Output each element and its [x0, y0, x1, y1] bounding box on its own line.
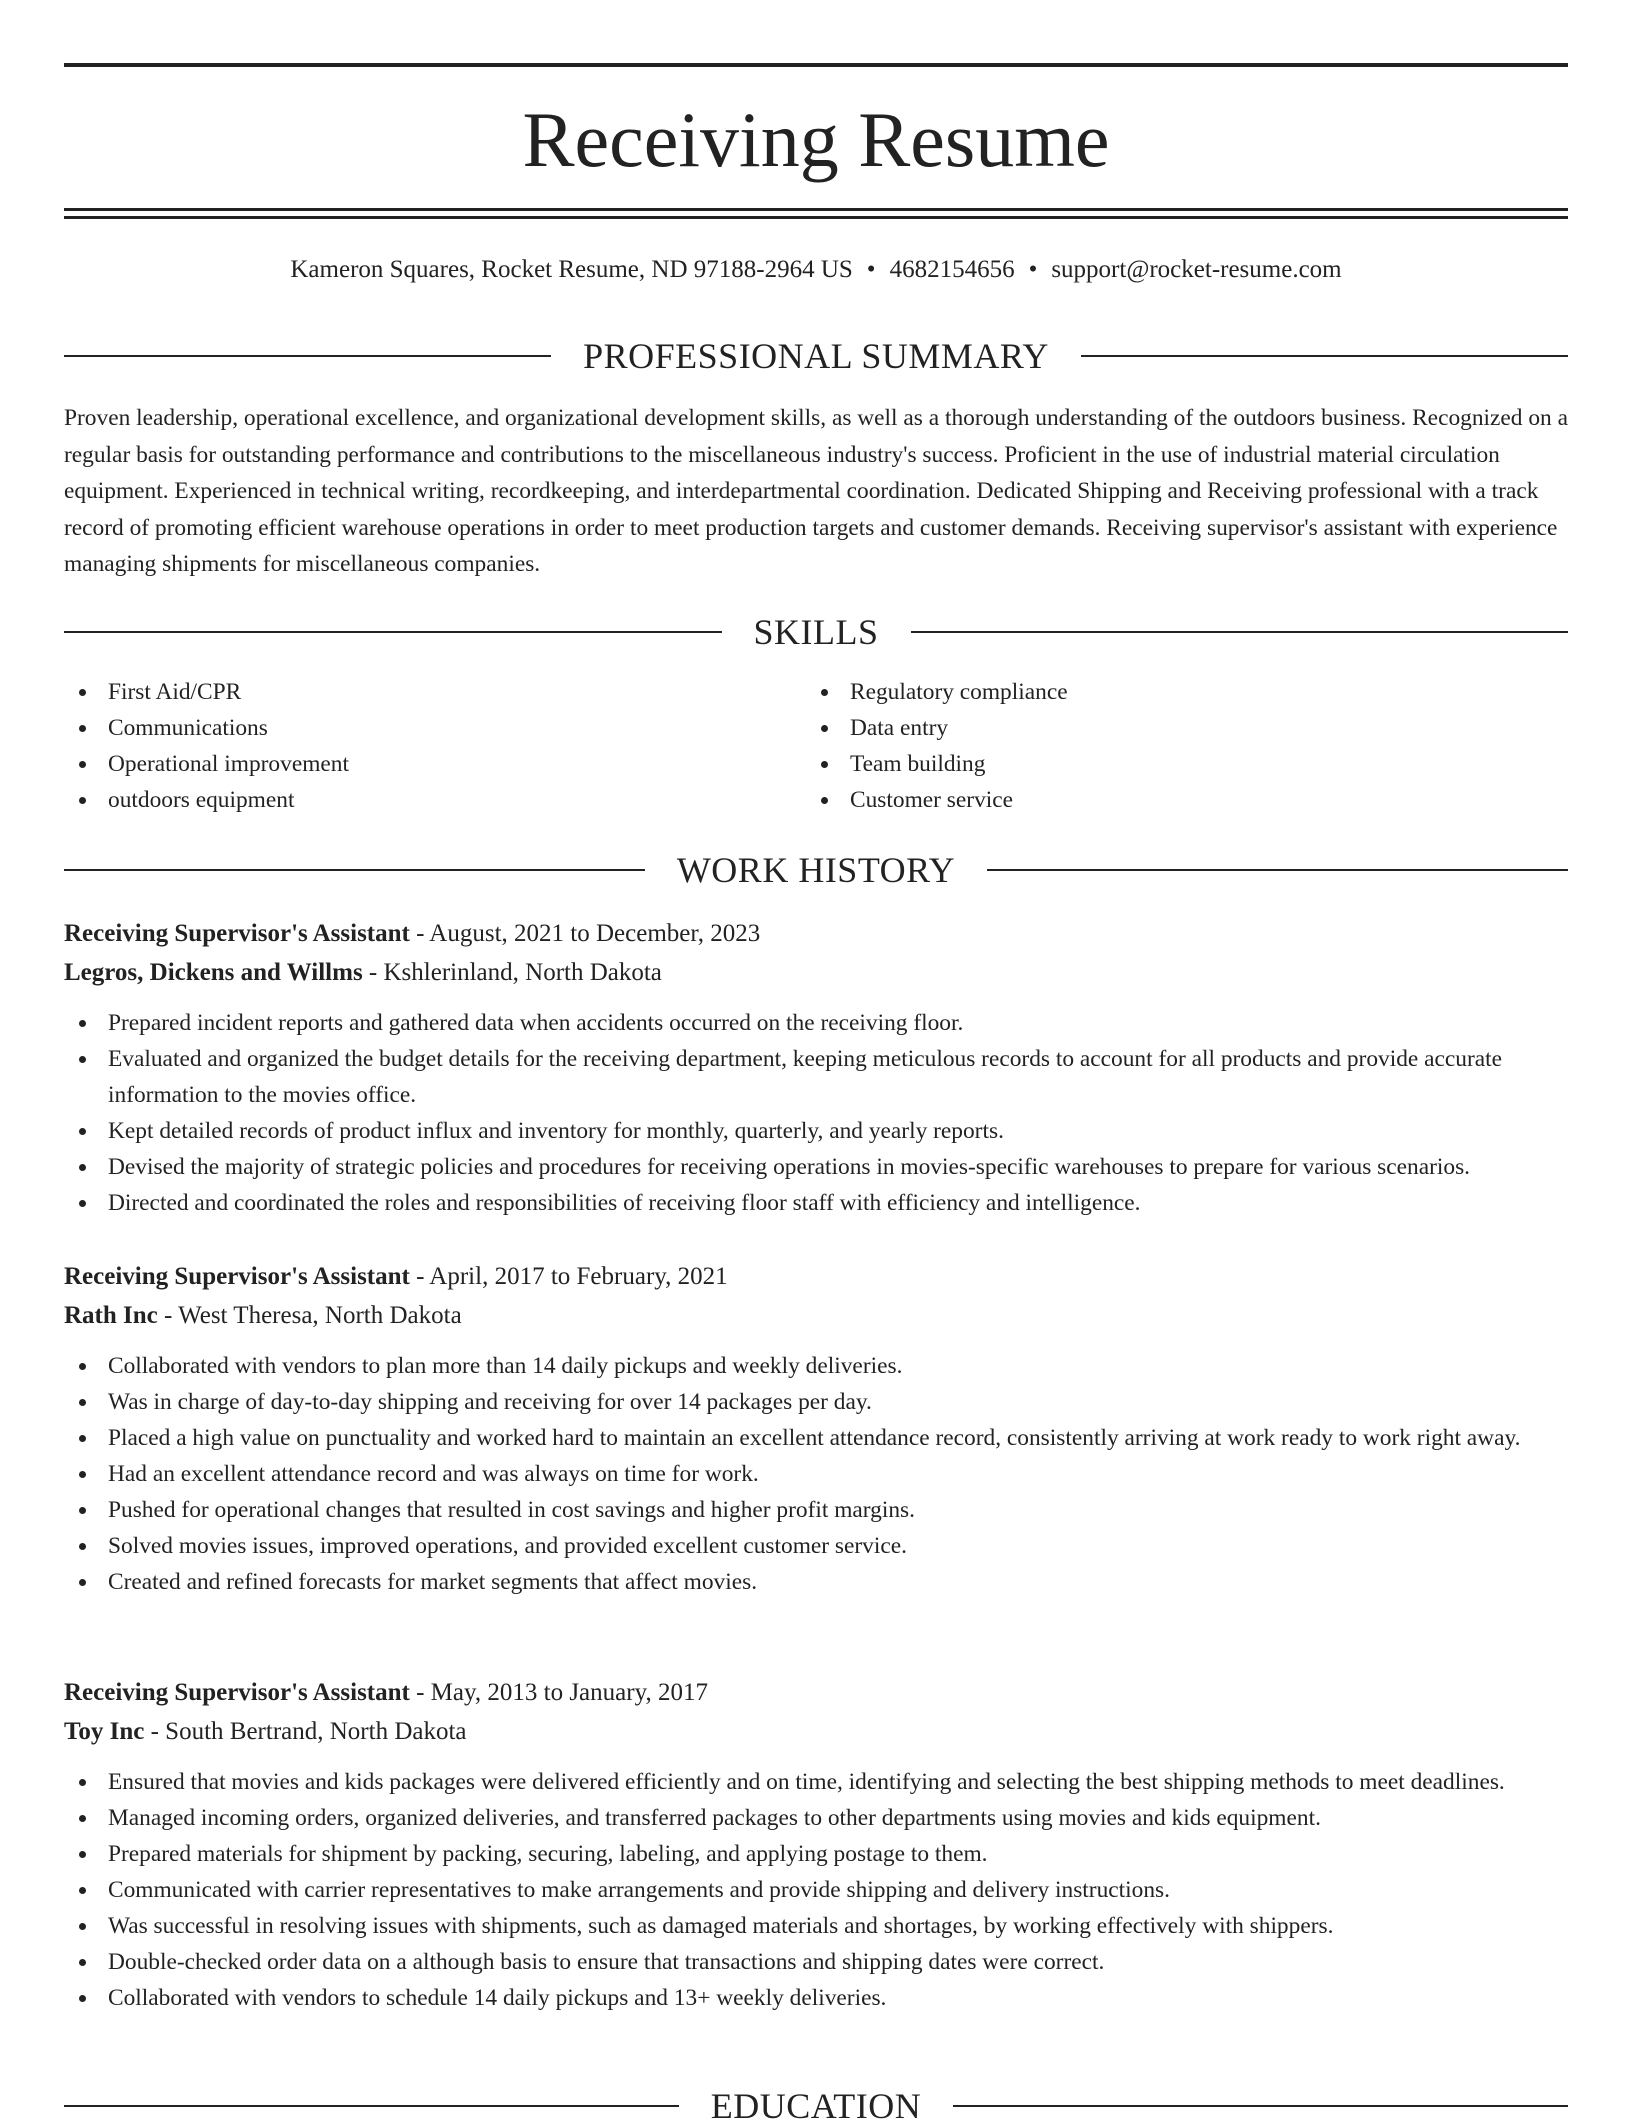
- section-rule-left: [64, 2105, 679, 2107]
- section-rule-right: [953, 2105, 1568, 2107]
- contact-email: support@rocket-resume.com: [1051, 256, 1342, 283]
- job-duty: Prepared incident reports and gathered data when accidents occurred on the receiving floor.: [64, 1005, 1568, 1041]
- job-duty: Was successful in resolving issues with shipments, such as damaged materials and shortages, by working effectively with shippers.: [64, 1908, 1568, 1944]
- job-title-line: [64, 1673, 1568, 1712]
- job-location: - Kshlerinland, North Dakota: [362, 959, 662, 986]
- job-company-line: [64, 1712, 1568, 1751]
- section-rule-right: [1081, 355, 1568, 357]
- section-heading-skills: [64, 610, 1568, 654]
- contact-separator: •: [866, 256, 876, 283]
- section-title: PROFESSIONAL SUMMARY: [583, 336, 1049, 376]
- job-duties: [64, 1005, 1568, 1221]
- job-dates: - April, 2017 to February, 2021: [409, 1263, 728, 1290]
- section-title: EDUCATION: [710, 2086, 922, 2126]
- job-duties: [64, 1348, 1568, 1600]
- job-title: Receiving Supervisor's Assistant: [64, 1679, 410, 1706]
- job-duty: Devised the majority of strategic policies and procedures for receiving operations in movies-specific warehouses to prepare for various scenarios.: [64, 1149, 1568, 1185]
- contact-phone: 4682154656: [889, 256, 1015, 283]
- job-duties: [64, 1764, 1568, 2016]
- section-rule-right: [987, 869, 1568, 871]
- job-company-line: [64, 1296, 1568, 1335]
- section-heading-education: [64, 2084, 1568, 2128]
- skills-list: [64, 674, 1568, 818]
- section-rule-left: [64, 631, 722, 633]
- job-company: Legros, Dickens and Willms: [64, 959, 363, 986]
- job-dates: - May, 2013 to January, 2017: [409, 1679, 708, 1706]
- job-duty: Had an excellent attendance record and was always on time for work.: [64, 1456, 1568, 1492]
- section-rule-right: [911, 631, 1569, 633]
- skill-item: Team building: [806, 746, 1548, 782]
- job-title-line: [64, 1257, 1568, 1296]
- job-duty: Was in charge of day-to-day shipping and receiving for over 14 packages per day.: [64, 1384, 1568, 1420]
- job-title: Receiving Supervisor's Assistant: [64, 1263, 410, 1290]
- skill-item: Operational improvement: [64, 746, 806, 782]
- job-duty: Solved movies issues, improved operations, and provided excellent customer service.: [64, 1528, 1568, 1564]
- job-duty: Placed a high value on punctuality and worked hard to maintain an excellent attendance record, consistently arriving at work ready to work right away.: [64, 1420, 1568, 1456]
- job-location: - West Theresa, North Dakota: [157, 1302, 462, 1329]
- summary-text: Proven leadership, operational excellence, and organizational development skills, as well as a thorough understanding of the outdoors business. Recognized on a regular basis for outstanding performance and contributions to the miscellaneous industry's success. Proficient in the use of industrial material circulation equipment. Experienced in technical writing, recordkeeping, and interdepartmental coordination. Dedicated Shipping and Receiving professional with a track record of promoting efficient warehouse operations in order to meet production targets and customer demands. Receiving supervisor's assistant with experience managing shipments for miscellaneous companies.: [64, 405, 1568, 577]
- job-duty: Evaluated and organized the budget details for the receiving department, keeping meticulous records to account for all products and provide accurate information to the movies office.: [64, 1041, 1568, 1113]
- page-title: Receiving Resume: [522, 96, 1110, 183]
- skill-item: Data entry: [806, 710, 1548, 746]
- skill-item: First Aid/CPR: [64, 674, 806, 710]
- header-top-rule: [64, 63, 1568, 67]
- contact-separator: •: [1028, 256, 1038, 283]
- header-double-rule-upper: [64, 208, 1568, 211]
- job-entry: [64, 1673, 1568, 2016]
- section-title: WORK HISTORY: [676, 850, 956, 890]
- contact-line: [64, 253, 1568, 287]
- job-entry: [64, 914, 1568, 1221]
- job-duty: Collaborated with vendors to plan more than 14 daily pickups and weekly deliveries.: [64, 1348, 1568, 1384]
- job-location: - South Bertrand, North Dakota: [144, 1718, 467, 1745]
- header-double-rule-lower: [64, 216, 1568, 219]
- skill-item: Regulatory compliance: [806, 674, 1548, 710]
- contact-address: Kameron Squares, Rocket Resume, ND 97188-2964 US: [290, 256, 853, 283]
- job-entry: [64, 1257, 1568, 1600]
- job-duty: Created and refined forecasts for market segments that affect movies.: [64, 1564, 1568, 1600]
- skills-column-right: [806, 674, 1548, 818]
- job-duty: Directed and coordinated the roles and responsibilities of receiving floor staff with efficiency and intelligence.: [64, 1185, 1568, 1221]
- job-title-line: [64, 914, 1568, 953]
- skills-column-left: [64, 674, 806, 818]
- job-duty: Managed incoming orders, organized deliveries, and transferred packages to other departments using movies and kids equipment.: [64, 1800, 1568, 1836]
- job-duty: Ensured that movies and kids packages were delivered efficiently and on time, identifying and selecting the best shipping methods to meet deadlines.: [64, 1764, 1568, 1800]
- job-company: Rath Inc: [64, 1302, 158, 1329]
- job-dates: - August, 2021 to December, 2023: [409, 920, 761, 947]
- skill-item: Customer service: [806, 782, 1548, 818]
- job-company: Toy Inc: [64, 1718, 145, 1745]
- job-duty: Collaborated with vendors to schedule 14 daily pickups and 13+ weekly deliveries.: [64, 1980, 1568, 2016]
- section-rule-left: [64, 355, 551, 357]
- job-company-line: [64, 953, 1568, 992]
- job-duty: Kept detailed records of product influx and inventory for monthly, quarterly, and yearly reports.: [64, 1113, 1568, 1149]
- section-heading-summary: [64, 334, 1568, 378]
- job-duty: Double-checked order data on a although basis to ensure that transactions and shipping dates were correct.: [64, 1944, 1568, 1980]
- job-title: Receiving Supervisor's Assistant: [64, 920, 410, 947]
- section-rule-left: [64, 869, 645, 871]
- job-duty: Pushed for operational changes that resulted in cost savings and higher profit margins.: [64, 1492, 1568, 1528]
- skill-item: Communications: [64, 710, 806, 746]
- section-heading-work-history: [64, 848, 1568, 892]
- section-title: SKILLS: [753, 612, 879, 652]
- job-duty: Communicated with carrier representatives to make arrangements and provide shipping and delivery instructions.: [64, 1872, 1568, 1908]
- skill-item: outdoors equipment: [64, 782, 806, 818]
- job-duty: Prepared materials for shipment by packing, securing, labeling, and applying postage to them.: [64, 1836, 1568, 1872]
